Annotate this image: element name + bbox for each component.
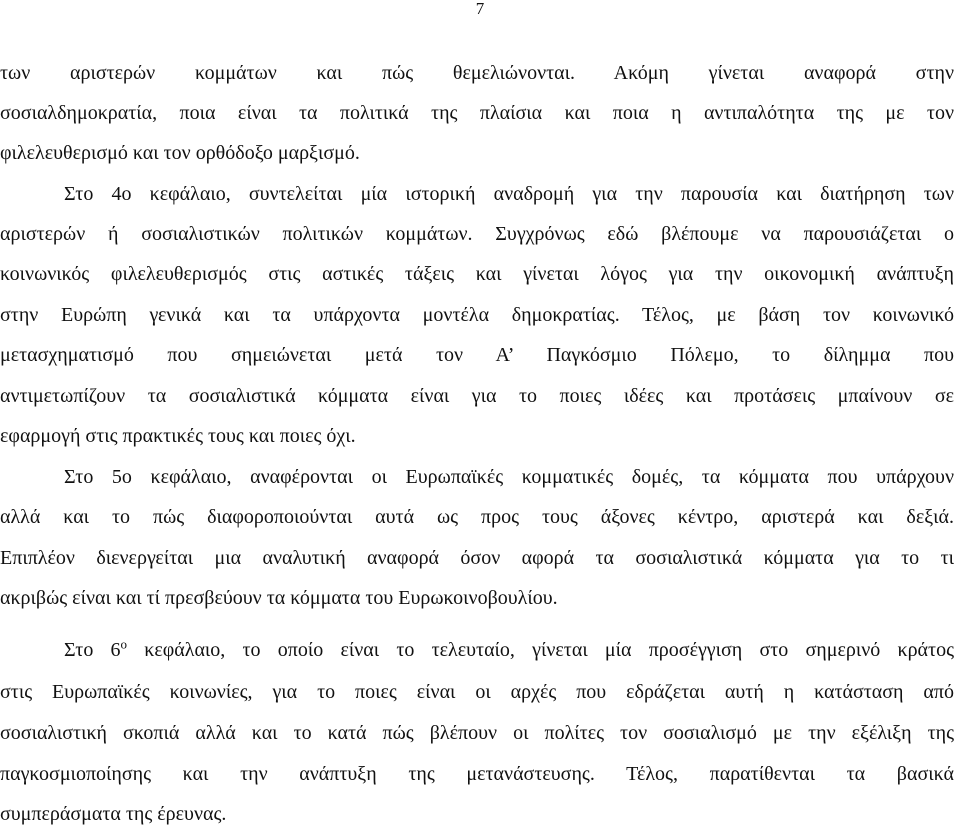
text-line: σοσιαλιστική σκοπιά αλλά και το κατά πώς βλέπουν οι πολίτες τον σοσιαλισμό με την εξέλιξη της xyxy=(0,722,954,744)
text-line: κοινωνικός φιλελευθερισμός στις αστικές τάξεις και γίνεται λόγος για την οικονομική ανάπτυξη xyxy=(0,263,954,285)
chapter6-rest: κεφάλαιο, το οποίο είναι το τελευταίο, γίνεται μία προσέγγιση στο σημερινό κράτος xyxy=(127,639,954,661)
text-line: ακριβώς είναι και τί πρεσβεύουν τα κόμματα του Ευρωκοινοβουλίου. xyxy=(0,587,558,609)
text-line: Στο 5ο κεφάλαιο, αναφέρονται οι Ευρωπαϊκές κομματικές δομές, τα κόμματα που υπάρχουν xyxy=(64,466,954,488)
text-line: των αριστερών κομμάτων και πώς θεμελιώνονται. Ακόμη γίνεται αναφορά στην xyxy=(0,62,954,84)
text-line: Στο 4ο κεφάλαιο, συντελείται μία ιστορική αναδρομή για την παρουσία και διατήρηση των xyxy=(64,183,954,205)
text-line: αντιμετωπίζουν τα σοσιαλιστικά κόμματα είναι για το ποιες ιδέες και προτάσεις μπαίνουν σε xyxy=(0,385,954,407)
text-line: εφαρμογή στις πρακτικές τους και ποιες όχι. xyxy=(0,425,356,447)
text-line: παγκοσμιοποίησης και την ανάπτυξη της μετανάστευσης. Τέλος, παρατίθενται τα βασικά xyxy=(0,763,954,785)
chapter6-prefix: Στο 6 xyxy=(64,639,121,661)
chapter6-line xyxy=(64,638,954,662)
text-line: στην Ευρώπη γενικά και τα υπάρχοντα μοντέλα δημοκρατίας. Τέλος, με βάση τον κοινωνικό xyxy=(0,304,954,326)
text-line: σοσιαλδημοκρατία, ποια είναι τα πολιτικά της πλαίσια και ποια η αντιπαλότητα της με τον xyxy=(0,102,954,124)
chapter6-superscript: ο xyxy=(120,636,128,652)
text-line: αλλά και το πώς διαφοροποιούνται αυτά ως προς τους άξονες κέντρο, αριστερά και δεξιά. xyxy=(0,506,954,528)
text-line: στις Ευρωπαϊκές κοινωνίες, για το ποιες είναι οι αρχές που εδράζεται αυτή η κατάσταση από xyxy=(0,681,954,703)
page-number: 7 xyxy=(475,0,485,18)
text-line: φιλελευθερισμό και τον ορθόδοξο μαρξισμό. xyxy=(0,142,360,164)
text-line: μετασχηματισμό που σημειώνεται μετά τον Α’ Παγκόσμιο Πόλεμο, το δίλημμα που xyxy=(0,344,954,366)
text-line: αριστερών ή σοσιαλιστικών πολιτικών κομμάτων. Συγχρόνως εδώ βλέπουμε να παρουσιάζεται ο xyxy=(0,223,954,245)
text-line: Επιπλέον διενεργείται μια αναλυτική αναφορά όσον αφορά τα σοσιαλιστικά κόμματα για το τι xyxy=(0,547,954,569)
text-line: συμπεράσματα της έρευνας. xyxy=(0,803,227,825)
